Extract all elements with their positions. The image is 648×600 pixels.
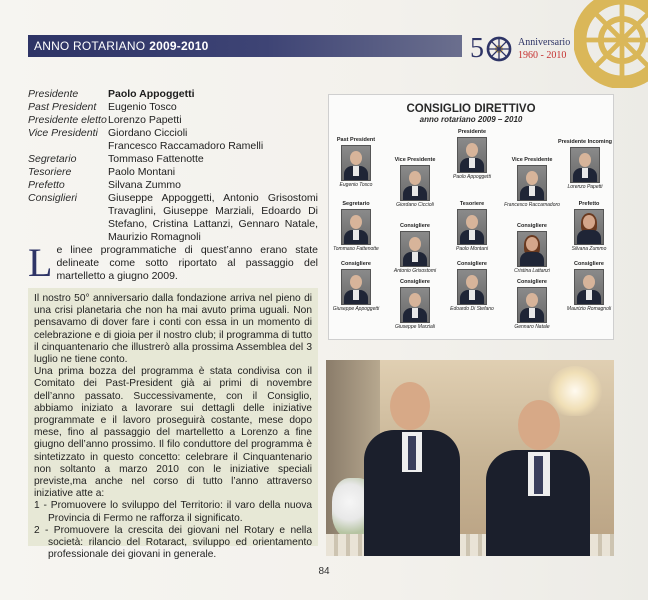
member-portrait bbox=[457, 209, 487, 245]
officer-name: Tommaso Fattenotte bbox=[108, 153, 204, 165]
year-header-bar bbox=[28, 35, 462, 57]
member-portrait bbox=[457, 137, 487, 173]
member-role: Prefetto bbox=[578, 201, 600, 207]
officer-row bbox=[28, 192, 318, 244]
member-portrait bbox=[341, 269, 371, 305]
member-role: Consigliere bbox=[400, 223, 430, 229]
member-portrait bbox=[400, 231, 430, 267]
member-role: Consigliere bbox=[341, 261, 371, 267]
officer-name: Paolo Appoggetti bbox=[108, 88, 195, 100]
member-portrait bbox=[341, 209, 371, 245]
board-member bbox=[504, 223, 560, 274]
page-number: 84 bbox=[318, 566, 330, 577]
board-member bbox=[328, 137, 384, 188]
member-role: Consigliere bbox=[517, 279, 547, 285]
member-role: Past President bbox=[336, 137, 376, 143]
member-name: Eugenio Tosco bbox=[339, 182, 373, 188]
member-role: Consigliere bbox=[400, 279, 430, 285]
board-member bbox=[504, 279, 560, 330]
board-member bbox=[328, 261, 384, 312]
member-name: Cristina Lattanzi bbox=[514, 268, 550, 274]
intro-paragraph bbox=[28, 240, 318, 285]
officer-row bbox=[28, 88, 318, 101]
officer-row bbox=[28, 101, 318, 114]
member-role: Segretario bbox=[342, 201, 370, 207]
officer-name: Lorenzo Papetti bbox=[108, 114, 182, 126]
member-name: Maurizio Romagnoli bbox=[566, 306, 612, 312]
officers-list bbox=[28, 88, 318, 244]
year-header-years: 2009-2010 bbox=[149, 39, 209, 53]
officer-name: Eugenio Tosco bbox=[108, 101, 177, 113]
officer-role: Presidente eletto bbox=[28, 114, 107, 126]
person-right bbox=[476, 400, 596, 556]
member-name: Edoardo Di Stefano bbox=[450, 306, 494, 312]
officer-role: Segretario bbox=[28, 153, 77, 165]
board-member bbox=[387, 157, 443, 208]
person-left bbox=[356, 382, 466, 556]
officer-name: Giuseppe Appoggetti, Antonio Grisostomi Travaglini, Giuseppe Marziali, Edoardo Di Stefano, Cristina Lattanzi, Gennaro Natale, Maurizio Romagnoli bbox=[108, 192, 318, 243]
member-name: Paolo Montani bbox=[456, 246, 488, 252]
member-role: Tesoriere bbox=[459, 201, 485, 207]
member-name: Giordano Ciccioli bbox=[396, 202, 434, 208]
member-role: Consigliere bbox=[517, 223, 547, 229]
year-header-prefix: ANNO ROTARIANO bbox=[34, 39, 146, 53]
member-name: Giuseppe Marziali bbox=[394, 324, 436, 330]
board-member bbox=[387, 279, 443, 330]
officer-row bbox=[28, 153, 318, 166]
program-block bbox=[28, 288, 318, 561]
member-portrait bbox=[400, 287, 430, 323]
board-member bbox=[444, 129, 500, 180]
member-name: Giuseppe Appoggetti bbox=[332, 306, 380, 312]
member-name: Lorenzo Papetti bbox=[567, 184, 603, 190]
rotary-wheel-icon bbox=[574, 0, 648, 88]
board-member bbox=[444, 201, 500, 252]
officer-role: Vice Presidenti bbox=[28, 127, 98, 139]
program-list-item: 1 - Promuovere lo sviluppo del Territorio: il varo della nuova Provincia di Fermo ne rafforza il significato. bbox=[34, 500, 312, 524]
board-member bbox=[561, 201, 617, 252]
member-name: Tommaso Fattenotte bbox=[333, 246, 379, 252]
anniversary-wheel-icon bbox=[486, 36, 512, 62]
member-role: Consigliere bbox=[457, 261, 487, 267]
officer-role: Consiglieri bbox=[28, 192, 78, 204]
officer-role: Presidente bbox=[28, 88, 79, 100]
officer-name: Paolo Montani bbox=[108, 166, 176, 178]
officer-name: Giordano Ciccioli bbox=[108, 127, 188, 139]
officer-row bbox=[28, 127, 318, 140]
board-member bbox=[328, 201, 384, 252]
board-title: CONSIGLIO DIRETTIVO bbox=[406, 103, 536, 115]
board-member bbox=[557, 139, 613, 190]
member-name: Silvana Zummo bbox=[571, 246, 607, 252]
program-list-item: 2 - Promuovere la crescita dei giovani nel Rotary e nella società: rilancio del Rotaract, sviluppo ed orientamento professionale dei giovani in generale. bbox=[34, 524, 312, 561]
member-name: Paolo Appoggetti bbox=[453, 174, 491, 180]
board-subtitle: anno rotariano 2009 – 2010 bbox=[419, 115, 523, 124]
member-portrait bbox=[570, 147, 600, 183]
intro-text: e linee programmatiche di quest’anno erano state delineate come sotto riportato al passaggio del martelletto a giugno 2009. bbox=[56, 244, 318, 282]
anniversary-logo bbox=[470, 32, 580, 66]
member-portrait bbox=[574, 269, 604, 305]
board-member bbox=[444, 261, 500, 312]
member-portrait bbox=[517, 231, 547, 267]
council-board bbox=[328, 94, 614, 340]
member-portrait bbox=[574, 209, 604, 245]
program-paragraph: Il nostro 50° anniversario dalla fondazione arriva nel pieno di una crisi planetaria che non ha mai avuto prima uguali. Non pensavamo di dover fare i conti con essa in un momento di celebrazione e di gioia per il nostro club; il programma di tutto il cinquantenario che illustrerò alla prossima Assemblea del 3 luglio ne tiene conto. bbox=[34, 293, 312, 366]
anniversary-label: Anniversario bbox=[518, 37, 571, 48]
anniversary-number: 5 bbox=[470, 33, 484, 64]
member-role: Consigliere bbox=[574, 261, 604, 267]
member-portrait bbox=[400, 165, 430, 201]
member-role: Presidente bbox=[457, 129, 487, 135]
program-list bbox=[34, 500, 312, 561]
board-member bbox=[561, 261, 617, 312]
member-portrait bbox=[517, 287, 547, 323]
board-member bbox=[387, 223, 443, 274]
officer-row bbox=[28, 179, 318, 192]
officer-row bbox=[28, 140, 318, 153]
member-name: Francesco Raccamadoro bbox=[504, 202, 560, 208]
officer-role: Past President bbox=[28, 101, 97, 113]
officer-name: Silvana Zummo bbox=[108, 179, 181, 191]
officer-row bbox=[28, 114, 318, 127]
member-portrait bbox=[457, 269, 487, 305]
officer-role bbox=[28, 140, 108, 153]
member-role: Presidente Incoming bbox=[557, 139, 613, 145]
member-name: Antonio Grisostomi bbox=[393, 268, 437, 274]
member-role: Vice Presidente bbox=[511, 157, 553, 163]
toast-photo bbox=[326, 360, 614, 556]
officer-row bbox=[28, 166, 318, 179]
member-name: Gennaro Natale bbox=[514, 324, 550, 330]
program-paragraph: Una prima bozza del programma è stata condivisa con il Comitato dei Past-President già ai primi di novembre dell’anno passato. Successivamente, con il Consiglio, abbiamo iniziato a lavorare sui dettagli delle iniziative programmate e il lavoro proseguirà costante, mese dopo mese, fino al passaggio del martelletto a Lorenzo a fine giugno dell’anno prossimo. Il filo conduttore del programma è sintetizzato in questo concetto: celebrare il Cinquantenario non soltanto a marzo 2010 con le iniziative speciali previste,ma anche nel corso di tutto l’anno attraverso iniziative atte a: bbox=[34, 366, 312, 500]
officer-name: Francesco Raccamadoro Ramelli bbox=[108, 140, 264, 152]
member-role: Vice Presidente bbox=[394, 157, 436, 163]
officer-role: Prefetto bbox=[28, 179, 65, 191]
officer-role: Tesoriere bbox=[28, 166, 72, 178]
member-portrait bbox=[341, 145, 371, 181]
drop-cap: L bbox=[28, 240, 53, 285]
member-portrait bbox=[517, 165, 547, 201]
anniversary-dates: 1960 - 2010 bbox=[518, 50, 567, 61]
board-member bbox=[504, 157, 560, 208]
